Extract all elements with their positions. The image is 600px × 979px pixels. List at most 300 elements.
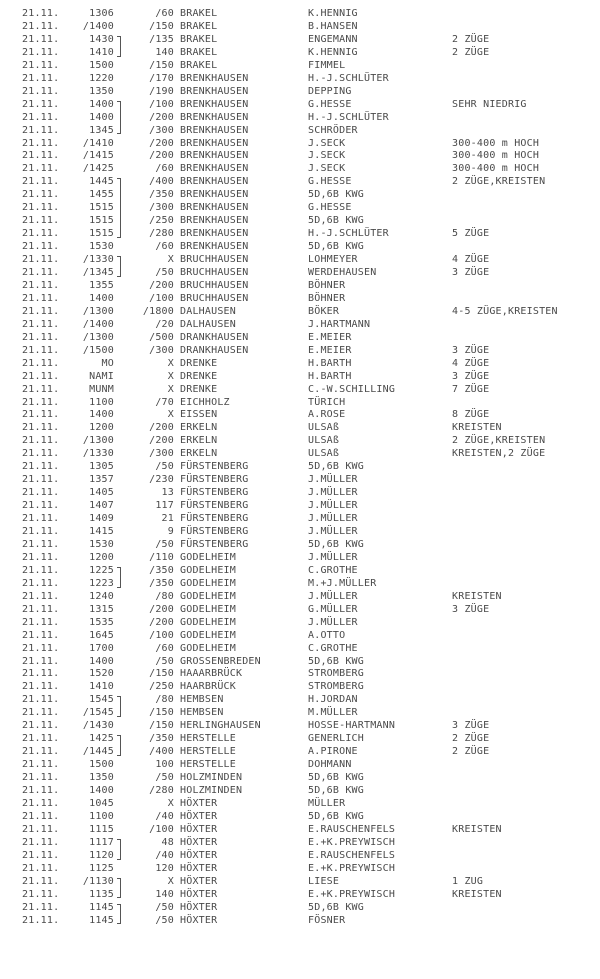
record-time: MO <box>101 357 114 369</box>
record-date: 21.11. <box>22 513 60 524</box>
record-time: /1330 <box>82 448 114 460</box>
record-row <box>0 150 600 161</box>
record-place: HERSTELLE <box>180 733 236 745</box>
record-row <box>0 215 600 226</box>
record-date: 21.11. <box>22 254 60 265</box>
record-place: HÖXTER <box>180 888 218 900</box>
record-row <box>0 643 600 654</box>
record-observer: ULSAß <box>308 448 340 460</box>
record-time: /1410 <box>82 137 114 149</box>
record-place: BRENKHAUSEN <box>180 241 249 253</box>
record-observer: E.+K.PREYWISCH <box>308 888 396 900</box>
record-row <box>0 487 600 498</box>
record-time: 1700 <box>89 642 114 654</box>
record-observer: 5D,6B KWG <box>308 772 364 783</box>
record-place: HÖXTER <box>180 797 218 809</box>
record-observer: C.-W.SCHILLING <box>308 383 396 395</box>
record-observer: J.MÜLLER <box>308 474 358 486</box>
record-time: 1445 <box>89 176 114 188</box>
record-date: 21.11. <box>22 733 60 745</box>
record-row <box>0 228 600 239</box>
record-time: 1545 <box>89 694 114 706</box>
record-row <box>0 785 600 796</box>
group-bracket <box>117 735 121 756</box>
record-observer: SCHRÖDER <box>308 124 358 136</box>
record-place: HOLZMINDEN <box>180 772 243 783</box>
record-note: 4 ZÜGE <box>452 254 490 265</box>
record-time: 1355 <box>89 279 114 291</box>
record-row <box>0 863 600 874</box>
record-observer: C.GROTHE <box>308 642 358 654</box>
record-count: /50 <box>155 655 174 667</box>
record-row <box>0 746 600 757</box>
record-time: 1145 <box>89 914 114 926</box>
record-observer: BÖKER <box>308 305 340 317</box>
record-date: 21.11. <box>22 526 60 537</box>
record-observer: G.HESSE <box>308 98 352 110</box>
record-note: 2 ZÜGE <box>452 33 490 45</box>
record-note: 3 ZÜGE <box>452 603 490 615</box>
record-time: 1240 <box>89 590 114 602</box>
record-count: /350 <box>149 564 174 576</box>
record-count: /300 <box>149 124 174 136</box>
record-observer: J.MÜLLER <box>308 551 358 563</box>
record-count: /250 <box>149 681 174 693</box>
group-bracket <box>117 878 121 899</box>
record-date: 21.11. <box>22 448 60 460</box>
record-date: 21.11. <box>22 318 60 330</box>
record-row <box>0 578 600 589</box>
record-count: /100 <box>149 292 174 304</box>
record-count: /50 <box>155 267 174 278</box>
record-row <box>0 280 600 291</box>
record-row <box>0 202 600 213</box>
record-place: HÖXTER <box>180 875 218 887</box>
record-count: /150 <box>149 707 174 719</box>
record-date: 21.11. <box>22 603 60 615</box>
record-date: 21.11. <box>22 590 60 602</box>
record-row <box>0 163 600 174</box>
record-time: 1400 <box>89 409 114 421</box>
group-bracket <box>117 178 121 238</box>
record-observer: E.MEIER <box>308 344 352 356</box>
record-observer: K.HENNIG <box>308 8 358 19</box>
record-count: 140 <box>155 46 174 58</box>
record-count: /150 <box>149 20 174 32</box>
record-row <box>0 8 600 19</box>
record-note: KREISTEN <box>452 590 502 602</box>
record-row <box>0 47 600 58</box>
record-time: 1535 <box>89 616 114 628</box>
record-date: 21.11. <box>22 577 60 589</box>
record-count: /500 <box>149 331 174 343</box>
record-date: 21.11. <box>22 810 60 822</box>
record-count: /20 <box>155 318 174 330</box>
record-date: 21.11. <box>22 668 60 680</box>
record-row <box>0 293 600 304</box>
record-place: BRENKHAUSEN <box>180 215 249 227</box>
record-observer: J.SECK <box>308 163 346 175</box>
record-place: ERKELN <box>180 435 218 447</box>
record-date: 21.11. <box>22 435 60 447</box>
record-place: HERSTELLE <box>180 746 236 758</box>
record-note: 2 ZÜGE <box>452 733 490 745</box>
record-date: 21.11. <box>22 500 60 512</box>
record-date: 21.11. <box>22 331 60 343</box>
record-time: /1425 <box>82 163 114 175</box>
record-date: 21.11. <box>22 8 60 19</box>
record-row <box>0 876 600 887</box>
record-time: 1400 <box>89 292 114 304</box>
record-count: /80 <box>155 694 174 706</box>
record-time: /1300 <box>82 331 114 343</box>
record-time: 1500 <box>89 59 114 71</box>
record-count: /150 <box>149 59 174 71</box>
record-note: 2 ZÜGE,KREISTEN <box>452 435 546 447</box>
record-observer: STROMBERG <box>308 681 364 693</box>
record-time: 1223 <box>89 577 114 589</box>
record-place: BRENKHAUSEN <box>180 150 249 162</box>
record-time: 1520 <box>89 668 114 680</box>
record-row <box>0 565 600 576</box>
record-count: /280 <box>149 228 174 240</box>
record-row <box>0 824 600 835</box>
record-date: 21.11. <box>22 888 60 900</box>
record-observer: 5D,6B KWG <box>308 189 364 201</box>
record-place: HAARBRÜCK <box>180 681 236 693</box>
record-row <box>0 604 600 615</box>
record-note: 2 ZÜGE <box>452 46 490 58</box>
record-observer: 5D,6B KWG <box>308 461 364 473</box>
record-date: 21.11. <box>22 875 60 887</box>
record-date: 21.11. <box>22 409 60 421</box>
record-place: DALHAUSEN <box>180 318 236 330</box>
record-note: 300-400 m HOCH <box>452 163 540 175</box>
record-time: 1515 <box>89 215 114 227</box>
record-place: GODELHEIM <box>180 577 236 589</box>
record-observer: E.+K.PREYWISCH <box>308 862 396 874</box>
record-time: 1410 <box>89 46 114 58</box>
record-row <box>0 694 600 705</box>
record-place: DRANKHAUSEN <box>180 331 249 343</box>
record-count: /300 <box>149 448 174 460</box>
record-place: HÖXTER <box>180 914 218 926</box>
record-observer: E.MEIER <box>308 331 352 343</box>
record-place: HERSTELLE <box>180 759 236 771</box>
record-count: /40 <box>155 849 174 861</box>
record-place: BRAKEL <box>180 20 218 32</box>
record-observer: J.MÜLLER <box>308 500 358 512</box>
record-date: 21.11. <box>22 267 60 278</box>
record-date: 21.11. <box>22 551 60 563</box>
record-date: 21.11. <box>22 746 60 758</box>
record-count: /350 <box>149 189 174 201</box>
record-place: BRUCHHAUSEN <box>180 279 249 291</box>
record-observer: HOSSE-HARTMANN <box>308 720 396 732</box>
record-observer: E.RAUSCHENFELS <box>308 849 396 861</box>
record-row <box>0 591 600 602</box>
record-place: FÜRSTENBERG <box>180 526 249 537</box>
record-row <box>0 21 600 32</box>
record-observer: J.MÜLLER <box>308 616 358 628</box>
record-time: /1500 <box>82 344 114 356</box>
record-observer: J.MÜLLER <box>308 513 358 524</box>
record-row <box>0 617 600 628</box>
record-time: 1115 <box>89 823 114 835</box>
record-observer: E.RAUSCHENFELS <box>308 823 396 835</box>
record-date: 21.11. <box>22 189 60 201</box>
record-observer: M.+J.MÜLLER <box>308 577 377 589</box>
record-time: /1300 <box>82 305 114 317</box>
record-row <box>0 422 600 433</box>
record-observer: J.MÜLLER <box>308 590 358 602</box>
record-time: 1200 <box>89 422 114 434</box>
record-row <box>0 34 600 45</box>
record-row <box>0 720 600 731</box>
record-time: 1410 <box>89 681 114 693</box>
record-count: /200 <box>149 603 174 615</box>
group-bracket <box>117 567 121 588</box>
record-date: 21.11. <box>22 772 60 783</box>
record-date: 21.11. <box>22 228 60 240</box>
record-observer: 5D,6B KWG <box>308 901 364 913</box>
record-date: 21.11. <box>22 370 60 382</box>
record-date: 21.11. <box>22 616 60 628</box>
record-observer: MÜLLER <box>308 797 346 809</box>
record-date: 21.11. <box>22 111 60 123</box>
record-place: BRAKEL <box>180 33 218 45</box>
record-time: 1345 <box>89 124 114 136</box>
record-count: /200 <box>149 616 174 628</box>
record-note: KREISTEN <box>452 888 502 900</box>
record-observer: J.SECK <box>308 150 346 162</box>
record-place: HEMBSEN <box>180 694 224 706</box>
record-time: 1117 <box>89 836 114 848</box>
record-date: 21.11. <box>22 241 60 253</box>
record-observer: 5D,6B KWG <box>308 215 364 227</box>
record-observer: J.MÜLLER <box>308 526 358 537</box>
record-row <box>0 630 600 641</box>
record-date: 21.11. <box>22 279 60 291</box>
record-date: 21.11. <box>22 357 60 369</box>
record-note: 3 ZÜGE <box>452 267 490 278</box>
record-count: /1800 <box>142 305 174 317</box>
record-count: 9 <box>167 526 174 537</box>
record-row <box>0 837 600 848</box>
record-row <box>0 254 600 265</box>
record-row <box>0 798 600 809</box>
record-place: GODELHEIM <box>180 590 236 602</box>
record-count: /350 <box>149 733 174 745</box>
record-row <box>0 267 600 278</box>
record-date: 21.11. <box>22 655 60 667</box>
record-time: 1530 <box>89 538 114 550</box>
record-row <box>0 138 600 149</box>
record-time: 1145 <box>89 901 114 913</box>
record-place: ERKELN <box>180 422 218 434</box>
record-observer: G.HESSE <box>308 202 352 214</box>
record-observer: FIMMEL <box>308 59 346 71</box>
record-time: 1400 <box>89 655 114 667</box>
group-bracket <box>117 839 121 860</box>
record-count: /280 <box>149 785 174 796</box>
record-place: FÜRSTENBERG <box>180 487 249 499</box>
record-date: 21.11. <box>22 487 60 499</box>
record-row <box>0 384 600 395</box>
record-row <box>0 526 600 537</box>
record-count: /400 <box>149 176 174 188</box>
record-observer: B.HANSEN <box>308 20 358 32</box>
record-place: DRANKHAUSEN <box>180 344 249 356</box>
record-date: 21.11. <box>22 836 60 848</box>
record-time: 1400 <box>89 98 114 110</box>
record-count: /170 <box>149 72 174 84</box>
record-note: KREISTEN,2 ZÜGE <box>452 448 546 460</box>
record-place: BRENKHAUSEN <box>180 72 249 84</box>
record-place: GODELHEIM <box>180 616 236 628</box>
record-count: /100 <box>149 629 174 641</box>
record-observer: ENGEMANN <box>308 33 358 45</box>
record-time: 1415 <box>89 526 114 537</box>
record-observer: BÖHNER <box>308 292 346 304</box>
record-date: 21.11. <box>22 344 60 356</box>
record-observer: WERDEHAUSEN <box>308 267 377 278</box>
record-time: 1200 <box>89 551 114 563</box>
record-time: 1225 <box>89 564 114 576</box>
record-observer: A.OTTO <box>308 629 346 641</box>
record-observer: BÖHNER <box>308 279 346 291</box>
record-time: /1415 <box>82 150 114 162</box>
record-place: BRENKHAUSEN <box>180 124 249 136</box>
record-time: 1100 <box>89 810 114 822</box>
record-row <box>0 73 600 84</box>
record-date: 21.11. <box>22 681 60 693</box>
record-place: BRUCHHAUSEN <box>180 292 249 304</box>
record-count: /50 <box>155 772 174 783</box>
record-observer: E.+K.PREYWISCH <box>308 836 396 848</box>
record-place: HÖXTER <box>180 849 218 861</box>
record-place: ERKELN <box>180 448 218 460</box>
record-row <box>0 902 600 913</box>
record-date: 21.11. <box>22 137 60 149</box>
record-time: /1430 <box>82 720 114 732</box>
record-count: /70 <box>155 396 174 408</box>
record-note: 4 ZÜGE <box>452 357 490 369</box>
record-note: 4-5 ZÜGE,KREISTEN <box>452 305 558 317</box>
record-note: 2 ZÜGE,KREISTEN <box>452 176 546 188</box>
record-note: SEHR NIEDRIG <box>452 98 527 110</box>
record-time: 1350 <box>89 85 114 97</box>
record-observer: J.SECK <box>308 137 346 149</box>
record-date: 21.11. <box>22 215 60 227</box>
record-place: GODELHEIM <box>180 629 236 641</box>
record-date: 21.11. <box>22 759 60 771</box>
record-count: /300 <box>149 344 174 356</box>
record-note: 3 ZÜGE <box>452 720 490 732</box>
record-count: /110 <box>149 551 174 563</box>
record-count: /150 <box>149 720 174 732</box>
record-date: 21.11. <box>22 33 60 45</box>
record-note: 7 ZÜGE <box>452 383 490 395</box>
record-date: 21.11. <box>22 862 60 874</box>
record-place: BRENKHAUSEN <box>180 111 249 123</box>
record-observer: DOHMANN <box>308 759 352 771</box>
record-count: /230 <box>149 474 174 486</box>
record-place: DALHAUSEN <box>180 305 236 317</box>
record-count: /50 <box>155 461 174 473</box>
record-note: 300-400 m HOCH <box>452 150 540 162</box>
record-note: KREISTEN <box>452 823 502 835</box>
record-row <box>0 513 600 524</box>
record-date: 21.11. <box>22 59 60 71</box>
record-row <box>0 125 600 136</box>
record-row <box>0 707 600 718</box>
record-date: 21.11. <box>22 396 60 408</box>
record-row <box>0 409 600 420</box>
record-note: 3 ZÜGE <box>452 370 490 382</box>
record-count: /190 <box>149 85 174 97</box>
record-count: /200 <box>149 137 174 149</box>
record-place: BRENKHAUSEN <box>180 163 249 175</box>
record-row <box>0 241 600 252</box>
record-time: 1515 <box>89 228 114 240</box>
record-count: /200 <box>149 150 174 162</box>
record-place: DRENKE <box>180 383 218 395</box>
record-observer: K.HENNIG <box>308 46 358 58</box>
record-count: /60 <box>155 163 174 175</box>
record-count: /200 <box>149 111 174 123</box>
record-place: HÖXTER <box>180 836 218 848</box>
record-count: /200 <box>149 435 174 447</box>
record-time: 1425 <box>89 733 114 745</box>
record-place: BRENKHAUSEN <box>180 85 249 97</box>
record-date: 21.11. <box>22 202 60 214</box>
record-observer: H.-J.SCHLÜTER <box>308 72 389 84</box>
record-date: 21.11. <box>22 85 60 97</box>
record-note: 2 ZÜGE <box>452 746 490 758</box>
record-date: 21.11. <box>22 849 60 861</box>
record-date: 21.11. <box>22 422 60 434</box>
record-date: 21.11. <box>22 901 60 913</box>
record-row <box>0 850 600 861</box>
record-row <box>0 397 600 408</box>
record-time: 1120 <box>89 849 114 861</box>
record-date: 21.11. <box>22 707 60 719</box>
record-row <box>0 668 600 679</box>
record-count: /135 <box>149 33 174 45</box>
record-time: /1400 <box>82 20 114 32</box>
record-count: /50 <box>155 914 174 926</box>
record-row <box>0 448 600 459</box>
group-bracket <box>117 36 121 57</box>
record-row <box>0 345 600 356</box>
record-row <box>0 358 600 369</box>
record-date: 21.11. <box>22 914 60 926</box>
record-place: BRUCHHAUSEN <box>180 254 249 265</box>
record-count: /60 <box>155 8 174 19</box>
record-place: HERLINGHAUSEN <box>180 720 261 732</box>
record-date: 21.11. <box>22 124 60 136</box>
record-date: 21.11. <box>22 383 60 395</box>
record-date: 21.11. <box>22 564 60 576</box>
record-count: X <box>167 254 174 265</box>
record-date: 21.11. <box>22 694 60 706</box>
record-count: /350 <box>149 577 174 589</box>
record-note: KREISTEN <box>452 422 502 434</box>
record-count: X <box>167 875 174 887</box>
record-row <box>0 474 600 485</box>
record-place: GROSSENBREDEN <box>180 655 261 667</box>
